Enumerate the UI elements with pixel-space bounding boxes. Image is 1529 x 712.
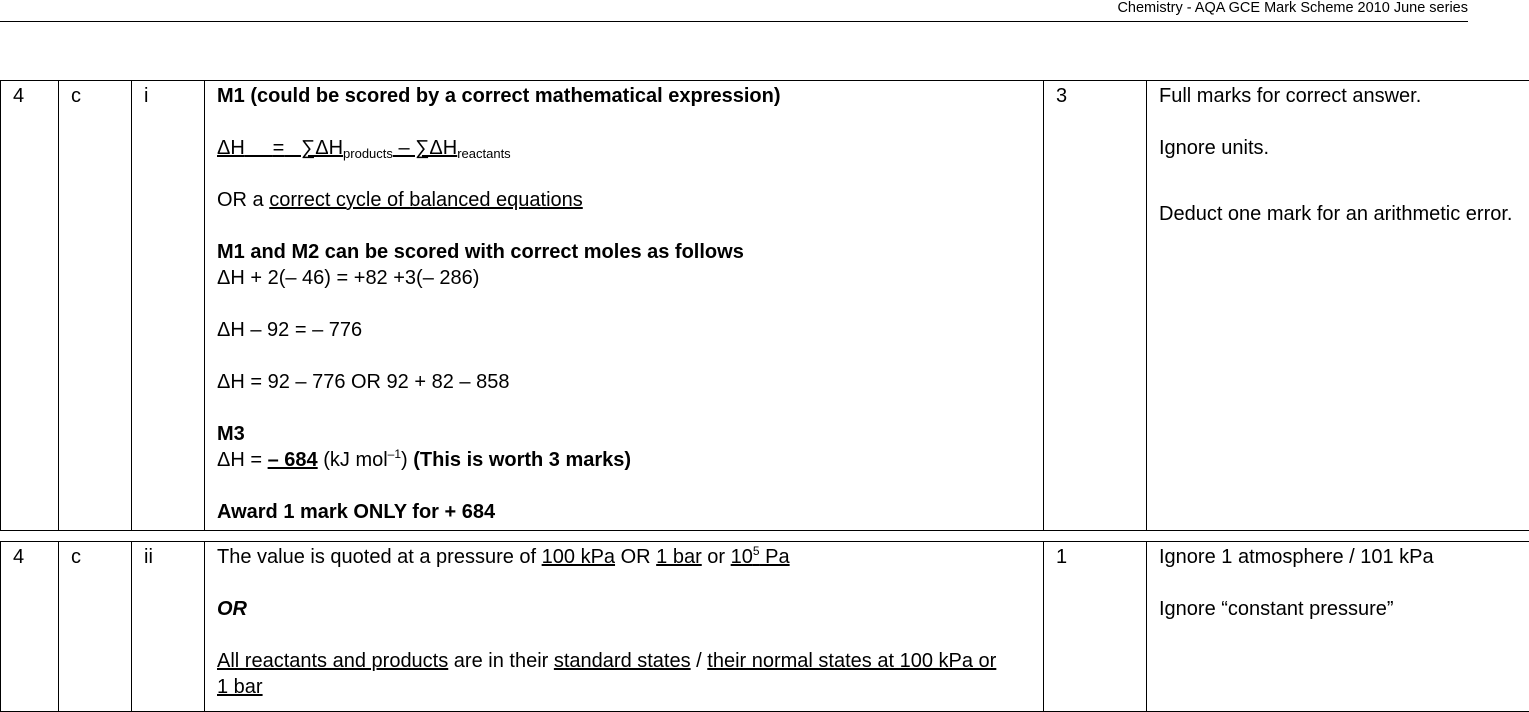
comments-cell	[1147, 81, 1529, 531]
hess-expression: ΔH = $\sum\Delta H_{products} - \sum\Delta H_{reactants}$	[217, 135, 1043, 161]
header-text: Chemistry - AQA GCE Mark Scheme 2010 June series	[1117, 0, 1468, 16]
marks-cell: 1	[1044, 542, 1147, 712]
comment-3: Deduct one mark for an arithmetic error.	[1159, 201, 1529, 227]
answer-cell	[205, 542, 1044, 712]
m1-heading: M1 (could be scored by a correct mathematical expression)	[217, 83, 1043, 109]
page-header	[0, 0, 1468, 22]
comment-1: Full marks for correct answer.	[1159, 83, 1529, 109]
comment-1: Ignore 1 atmosphere / 101 kPa	[1159, 544, 1529, 570]
m1m2-heading: M1 and M2 can be scored with correct moles as follows	[217, 239, 1043, 265]
question-subpart: ii	[132, 542, 205, 712]
comment-2: Ignore units.	[1159, 135, 1529, 161]
question-number: 4	[1, 542, 59, 712]
award-line: Award 1 mark ONLY for + 684	[217, 499, 1043, 525]
m3-heading: M3	[217, 421, 1043, 447]
comments-cell	[1147, 542, 1529, 712]
question-number: 4	[1, 81, 59, 531]
pressure-line: The value is quoted at a pressure of 100 kPa OR 1 bar or $10^5$ Pa	[217, 544, 1043, 570]
marks-cell: 3	[1044, 81, 1147, 531]
m3-line: ΔH = – 684 (kJ mol$^{-1}$) (This is worth 3 marks)	[217, 447, 1043, 473]
comment-2: Ignore “constant pressure”	[1159, 596, 1529, 622]
mark-scheme-row-4cii	[0, 541, 1529, 712]
answer-cell	[205, 81, 1044, 531]
calc-line-1: ΔH + 2(– 46) = +82 +3(– 286)	[217, 265, 1043, 291]
mark-scheme-row-4ci	[0, 80, 1529, 531]
calc-line-2: ΔH – 92 = – 776	[217, 317, 1043, 343]
calc-line-3: ΔH = 92 – 776 OR 92 + 82 – 858	[217, 369, 1043, 395]
or-line: OR	[217, 596, 1043, 622]
or-cycle-line: OR a correct cycle of balanced equations	[217, 187, 1043, 213]
question-part: c	[59, 81, 132, 531]
question-subpart: i	[132, 81, 205, 531]
question-part: c	[59, 542, 132, 712]
states-line: All reactants and products are in their standard states / their normal states at 100 kPa or 1 bar	[217, 648, 1043, 700]
